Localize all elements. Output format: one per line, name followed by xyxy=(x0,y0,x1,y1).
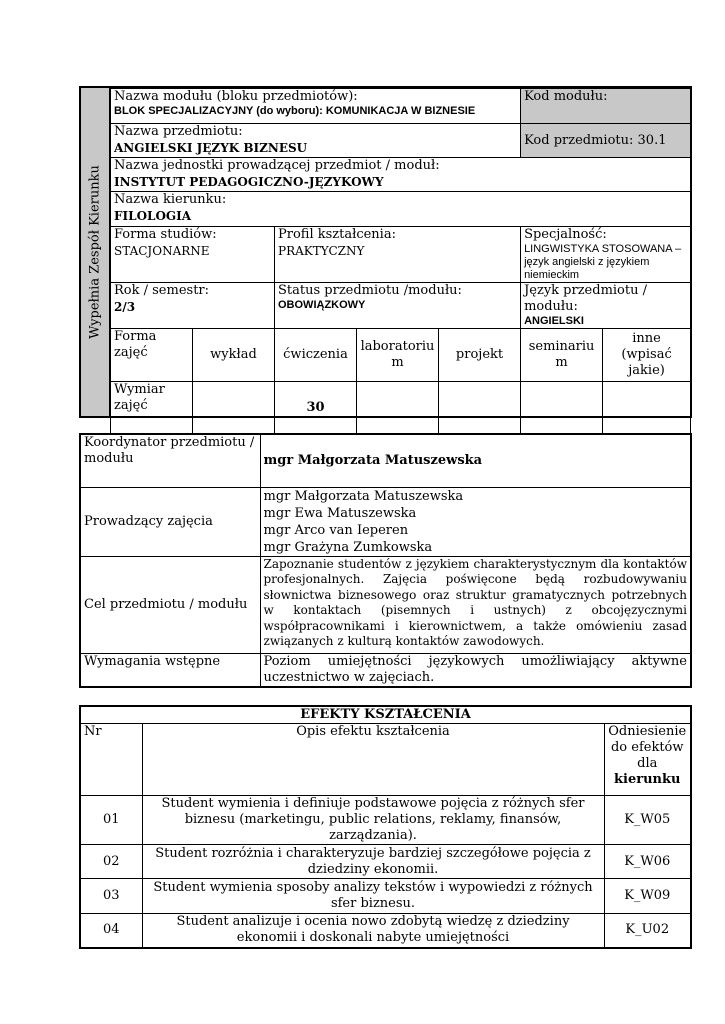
form-header-seminar: seminariu m xyxy=(521,329,603,382)
course-name-value: ANGIELSKI JĘZYK BIZNESU xyxy=(114,141,308,155)
col-ref-text: Odniesienie do efektów dla xyxy=(608,724,687,771)
form-header-exercises: ćwiczenia xyxy=(275,329,357,382)
course-code-cell xyxy=(521,124,691,158)
hours-row-label xyxy=(111,382,193,434)
outcome-nr: 03 xyxy=(80,879,142,914)
col-ref-bold: kierunku xyxy=(614,772,681,787)
unit-label: Nazwa jednostki prowadzącej przedmiot / moduł: xyxy=(114,158,440,173)
study-form-label: Forma studiów: xyxy=(114,227,217,242)
study-form-value: STACJONARNE xyxy=(114,244,210,258)
specialty-value-1: LINGWISTYKA STOSOWANA – xyxy=(524,243,682,255)
course-name-label: Nazwa przedmiotu: xyxy=(114,124,243,139)
status-label: Status przedmiotu /modułu: xyxy=(278,283,462,298)
outcome-desc: Student wymienia sposoby analizy tekstów i wypowiedzi z różnych sfer biznesu. xyxy=(142,879,604,914)
field-label: Nazwa kierunku: xyxy=(114,192,227,207)
status-cell xyxy=(275,283,521,329)
field-cell xyxy=(111,192,691,227)
module-info-table xyxy=(79,86,692,418)
form-header-other: inne (wpisać jakie) xyxy=(603,329,691,382)
outcome-desc: Student analizuje i ocenia nowo zdobytą wiedzę z dziedziny ekonomii i doskonali nabyte umiejętności xyxy=(142,914,604,948)
outcome-ref: K_W05 xyxy=(604,796,691,845)
table-row xyxy=(80,796,691,845)
col-desc-header: Opis efektu kształcenia xyxy=(142,724,604,796)
unit-value: INSTYTUT PEDAGOGICZNO-JĘZYKOWY xyxy=(114,175,384,189)
language-cell xyxy=(521,283,691,329)
hours-row-label-2: zajęć xyxy=(114,398,148,413)
hours-lecture xyxy=(193,382,275,434)
side-label: Wypełnia Zespół Kierunku xyxy=(87,165,103,339)
table-row xyxy=(80,914,691,948)
hours-other xyxy=(603,382,691,434)
form-header-project: projekt xyxy=(439,329,521,382)
hours-laboratory xyxy=(357,382,439,434)
outcome-ref: K_W06 xyxy=(604,845,691,879)
table-row xyxy=(80,879,691,914)
hours-seminar xyxy=(521,382,603,434)
outcome-desc: Student wymienia i definiuje podstawowe pojęcia z różnych sfer biznesu (marketingu, public relations, reklamy, finansów, zarządzania). xyxy=(142,796,604,845)
outcome-nr: 04 xyxy=(80,914,142,948)
goal-label: Cel przedmiotu / modułu xyxy=(80,556,260,653)
teachers-cell xyxy=(260,487,691,556)
profile-value: PRAKTYCZNY xyxy=(278,244,365,258)
unit-cell xyxy=(111,158,691,192)
teacher-4: mgr Grażyna Zumkowska xyxy=(263,539,433,555)
specialty-cell xyxy=(521,227,691,283)
study-form-cell xyxy=(111,227,275,283)
coordinator-value: mgr Małgorzata Matuszewska xyxy=(260,434,691,487)
course-code-label: Kod przedmiotu: 30.1 xyxy=(524,132,667,148)
prereq-label: Wymagania wstępne xyxy=(80,653,260,687)
teachers-label: Prowadzący zajęcia xyxy=(80,487,260,556)
outcomes-title: EFEKTY KSZTAŁCENIA xyxy=(80,706,691,724)
module-code-cell xyxy=(521,89,691,124)
outcome-nr: 01 xyxy=(80,796,142,845)
module-name-value: BLOK SPECJALIZACYJNY (do wyboru): KOMUNIKACJA W BIZNESIE xyxy=(114,105,476,117)
status-value: OBOWIĄZKOWY xyxy=(278,299,366,311)
language-value: ANGIELSKI xyxy=(524,315,584,327)
specialty-value-2: język angielski z językiem niemieckim xyxy=(524,256,650,281)
year-cell xyxy=(111,283,275,329)
forms-row-label xyxy=(111,329,193,382)
forms-row-label-1: Forma xyxy=(114,329,157,344)
staff-table xyxy=(79,433,692,688)
profile-label: Profil kształcenia: xyxy=(278,227,396,242)
col-ref-header xyxy=(604,724,691,796)
forms-row-label-2: zajęć xyxy=(114,345,148,360)
specialty-label: Specjalność: xyxy=(524,227,607,242)
outcomes-table xyxy=(79,705,692,949)
side-label-cell xyxy=(81,88,110,416)
year-value: 2/3 xyxy=(114,300,136,314)
outcome-desc: Student rozróżnia i charakteryzuje bardziej szczegółowe pojęcia z dziedziny ekonomii. xyxy=(142,845,604,879)
prereq-value: Poziom umiejętności językowych umożliwiający aktywne uczestnictwo w zajęciach. xyxy=(260,653,691,687)
outcome-ref: K_U02 xyxy=(604,914,691,948)
course-name-cell xyxy=(111,124,521,158)
outcome-ref: K_W09 xyxy=(604,879,691,914)
goal-value: Zapoznanie studentów z językiem charakterystycznym dla kontaktów profesjonalnych. Zajęcia poświęcone będą rozbudowywaniu słownictwa biznesowego oraz struktur gramatycznych potrzebnych w kontaktach (pisemnych i ustnych) z obcojęzycznymi współpracownikami i kierownictwem, a także omówieniu zasad związanych z kulturą kontaktów zawodowych. xyxy=(260,556,691,653)
language-label: Język przedmiotu / modułu: xyxy=(524,283,647,314)
field-value: FILOLOGIA xyxy=(114,209,192,223)
profile-cell xyxy=(275,227,521,283)
coordinator-label: Koordynator przedmiotu / modułu xyxy=(80,434,260,487)
form-header-lecture: wykład xyxy=(193,329,275,382)
teacher-1: mgr Małgorzata Matuszewska xyxy=(263,488,464,504)
hours-exercises: 30 xyxy=(275,382,357,434)
year-label: Rok / semestr: xyxy=(114,283,210,298)
teacher-3: mgr Arco van Ieperen xyxy=(263,522,409,538)
module-code-label: Kod modułu: xyxy=(524,89,608,104)
teacher-2: mgr Ewa Matuszewska xyxy=(263,505,417,521)
col-nr-header: Nr xyxy=(80,724,142,796)
hours-project xyxy=(439,382,521,434)
module-name-label: Nazwa modułu (bloku przedmiotów): xyxy=(114,89,358,104)
hours-row-label-1: Wymiar xyxy=(114,382,165,397)
module-name-cell xyxy=(111,89,521,124)
table-row xyxy=(80,845,691,879)
outcome-nr: 02 xyxy=(80,845,142,879)
form-header-laboratory: laboratoriu m xyxy=(357,329,439,382)
